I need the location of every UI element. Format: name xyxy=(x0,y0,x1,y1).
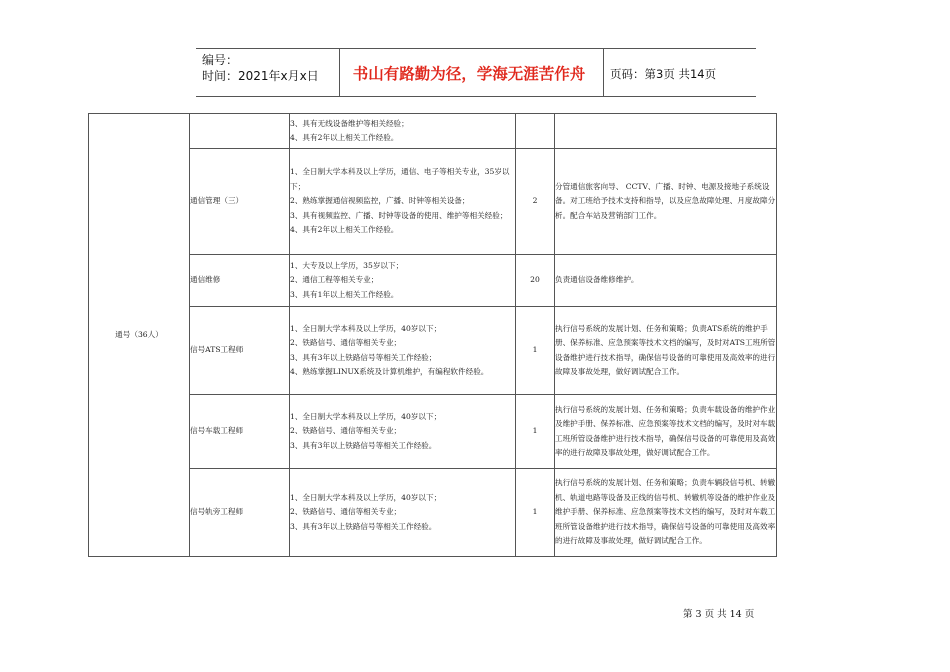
requirements-cell xyxy=(290,469,516,557)
table-row xyxy=(89,395,777,469)
position-label: 通信管理（三） xyxy=(190,196,244,206)
duty-cell xyxy=(555,255,777,307)
requirement-item: 4、熟练掌握LINUX系统及计算机维护，有编程软件经验。 xyxy=(290,366,489,376)
count-cell xyxy=(516,395,555,469)
duty-text: 执行信号系统的发展计划、任务和策略；负责车辆段信号机、转辙机、轨道电路等设备及正线的信号机、转辙机等设备的维护作业及维护手册、保养标准、应急预案等技术文档的编写，及时对车载工班所管设备维护进行技术指导，确保信号设备的可靠使用及高效率的进行故障及事故处理，做好调试配合工作。 xyxy=(555,478,776,546)
requirement-item: 1、大专及以上学历，35岁以下； xyxy=(290,260,404,270)
count-cell xyxy=(516,307,555,395)
table-row xyxy=(89,255,777,307)
position-label: 信号车载工程师 xyxy=(190,426,244,436)
requirements-cell xyxy=(290,255,516,307)
requirement-item: 4、具有2年以上相关工作经验。 xyxy=(290,133,399,142)
count-cell xyxy=(516,255,555,307)
requirement-item: 1、全日制大学本科及以上学历，通信、电子等相关专业，35岁以下； xyxy=(290,167,510,191)
position-label: 信号轨旁工程师 xyxy=(190,507,244,517)
page-footer: 第 3 页 共 14 页 xyxy=(683,609,755,620)
count-value: 20 xyxy=(530,275,540,285)
requirements-cell xyxy=(290,114,516,149)
duty-text: 分管通信旅客向导、 CCTV、广播、时钟、电源及接地子系统设备。对工班给予技术支持和指导，以及应急故障处理、月度故障分析。配合车站及营销部门工作。 xyxy=(555,181,776,220)
count-value: 1 xyxy=(532,345,538,355)
requirement-item: 3、具有无线设备维护等相关经验； xyxy=(290,118,409,128)
requirement-item: 2、铁路信号、通信等相关专业； xyxy=(290,338,402,348)
requirement-item: 1、全日制大学本科及以上学历，40岁以下； xyxy=(290,411,442,421)
time-label: 时间：2021年x月x日 xyxy=(202,69,319,83)
page-header xyxy=(196,48,756,98)
duty-cell xyxy=(555,395,777,469)
position-cell xyxy=(190,114,290,149)
header-bottom-rule xyxy=(196,96,756,97)
requirements-cell xyxy=(290,307,516,395)
header-meta xyxy=(202,52,319,84)
position-cell xyxy=(190,469,290,557)
header-motto: 书山有路勤为径，学海无涯苦作舟 xyxy=(352,65,586,83)
header-divider xyxy=(603,48,604,97)
duty-text: 执行信号系统的发展计划、任务和策略；负责ATS系统的维护手册、保养标准、应急预案等技术文档的编写，及时对ATS工班所管设备维护进行技术指导，确保信号设备的可靠使用及高效率的进行故障及事故处理，做好调试配合工作。 xyxy=(555,323,776,376)
table-row xyxy=(89,114,777,149)
duty-cell xyxy=(555,149,777,255)
serial-label: 编号： xyxy=(202,53,239,67)
count-value: 2 xyxy=(532,196,538,206)
requirement-item: 2、通信工程等相关专业； xyxy=(290,275,379,285)
requirement-item: 2、铁路信号、通信等相关专业； xyxy=(290,426,402,436)
count-value: 1 xyxy=(532,426,538,436)
requirement-item: 1、全日制大学本科及以上学历，40岁以下； xyxy=(290,492,442,502)
position-cell xyxy=(190,149,290,255)
requirement-item: 3、具有3年以上铁路信号等相关工作经验。 xyxy=(290,440,437,450)
duty-cell xyxy=(555,469,777,557)
count-cell xyxy=(516,149,555,255)
table-row xyxy=(89,469,777,557)
requirement-item: 3、具有1年以上相关工作经验。 xyxy=(290,289,399,299)
requirement-item: 2、铁路信号、通信等相关专业； xyxy=(290,507,402,517)
header-divider xyxy=(339,48,340,97)
header-page-label: 页码：第3页 共14页 xyxy=(610,67,717,81)
position-label: 通信维修 xyxy=(190,275,221,285)
duty-cell xyxy=(555,307,777,395)
requirement-item: 4、具有2年以上相关工作经验。 xyxy=(290,225,399,235)
duty-text: 负责通信设备维修维护。 xyxy=(555,275,639,285)
requirement-item: 3、具有3年以上铁路信号等相关工作经验。 xyxy=(290,521,437,531)
table-row xyxy=(89,149,777,255)
count-value: 1 xyxy=(532,507,538,517)
requirement-item: 3、具有3年以上铁路信号等相关工作经验； xyxy=(290,352,437,362)
position-cell xyxy=(190,307,290,395)
requirement-item: 3、具有视频监控、广播、时钟等设备的使用、维护等相关经验； xyxy=(290,210,508,220)
duty-cell xyxy=(555,114,777,149)
department-cell xyxy=(89,114,190,557)
jobs-table xyxy=(88,113,777,557)
header-top-rule xyxy=(196,48,756,49)
requirement-item: 2、熟练掌握通信视频监控，广播、时钟等相关设备； xyxy=(290,196,470,206)
requirement-item: 1、全日制大学本科及以上学历，40岁以下； xyxy=(290,323,442,333)
duty-text: 执行信号系统的发展计划、任务和策略；负责车载设备的维护作业及维护手册、保养标准、应急预案等技术文档的编写，及时对车载工班所管设备维护进行技术指导，确保信号设备的可靠使用及高效率的进行故障及事故处理，做好调试配合工作。 xyxy=(555,404,776,457)
table-row xyxy=(89,307,777,395)
requirements-cell xyxy=(290,149,516,255)
department-label: 通号（36人） xyxy=(115,329,163,339)
count-cell xyxy=(516,469,555,557)
requirements-cell xyxy=(290,395,516,469)
position-label: 信号ATS工程师 xyxy=(190,345,244,355)
count-cell xyxy=(516,114,555,149)
position-cell xyxy=(190,395,290,469)
position-cell xyxy=(190,255,290,307)
